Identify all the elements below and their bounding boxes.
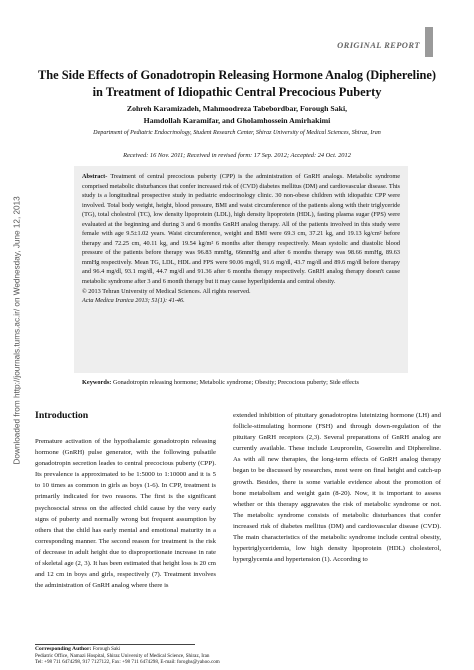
footer-contact: Tel: +98 711 6474298, 917 7127122, Fax: +98 711 6474298, E-mail: foroghs@yahoo.com [35, 659, 220, 666]
authors-line2: Hamdollah Karamifar, and Gholamhossein Amirhakimi [143, 116, 331, 125]
keywords-label: Keywords: [82, 379, 112, 386]
footer-divider [35, 644, 195, 645]
section-heading-introduction: Introduction [35, 410, 89, 421]
received-dates: Received: 16 Nov. 2011; Received in revised form: 17 Sep. 2012; Accepted: 24 Oct. 2012 [123, 152, 351, 159]
abstract-box [74, 166, 408, 373]
keywords [82, 378, 400, 387]
authors-line1: Zohreh Karamizadeh, Mahmoodreza Tabebordbar, Forough Saki, [126, 104, 348, 113]
corresponding-author-footer [35, 646, 435, 666]
footer-address: Pediatric Office, Namazi Hospital, Shiraz University of Medical Science, Shiraz, Iran [35, 652, 210, 659]
download-watermark: Downloaded from http://journals.tums.ac.ir/ on Wednesday, June 12, 2013 [12, 196, 22, 465]
abstract-text: Treatment of central precocious puberty (CPP) is the administration of GnRH analogs. Metabolic syndrome comprised metabolic disturbances that confer increased risk of (CVD) diabetes mellitus (DM) and cardiovascular disease. This study is a longitudinal prospective study in pediatric endocrinology clinic. 30 non-obese children with idiopathic CPP were involved. Total body weight, height, blood pressure, BMI and waist circumference of the patients along with their triglyceride (TG), total cholestrol (TC), low density lipoprotein (LDL), high density lipoprotein (HDL), fasting plasma sugar (FPS) were evaluated at the beginning and during 3 and 6 months GnRH analog therapy. All of the patients involved in this study were female with age 9.5±1.02 years. Waist circumference, weight and BMI were 69.3 cm, 37.21 kg, and 19.13 kg/cm² before therapy and 72.25 cm, 40.11 kg, and 19.54 kg/m² 6 months after therapy respectively. Mean systolic and diastolic blood pressure of the patients before therapy was 96.83 mmHg, 66mmHg and after 6 months therapy was 98.66 mmHg, 89.63 mmHg respectively. Mean TG, LDL, HDL and FPS were 90.06 mg/dl, 91.6 mg/dl, 43.7 mg/dl and 89.6 mg/dl before therapy and 96.4 mg/dl, 93.1 mg/dl, 44.7 mg/dl and 91.36 after 6 months therapy respectively. GnRH analog therapy doesn't cause metabolic syndrome after 3 and 6 month therapy but it may cause hyperlipidemia and central obesity. [82, 173, 400, 286]
copyright: © 2013 Tehran University of Medical Sciences. All rights reserved. [82, 287, 251, 295]
body-column-right: extended inhibition of pituitary gonadotropins luteinizing hormone (LH) and follicle-stimulating hormone (FSH) and through down-regulation of the pituitary GnRH receptors (2,3). Several preparations of GnRH analog are currently available. These include Leuprorelin, Goserelin and Diphereline. As with all new therapies, the long-term effects of GnRH analog therapy began to be discussed by researches, most were on final height and catch-up growth. Besides, there is some variable evidence about the promotion of bone metabolism and weight gain (8-20). Now, it is important to assess whether or this therapy aggravates the risk of metabolic syndrome or not. The metabolic syndrome consists of metabolic disturbances that confer increased risk of diabetes mellitus (DM) and cardiovascular disease (CVD). The main characteristics of the metabolic syndrome include central obesity, hypertriglyceridemia, low high density lipoprotein (HDL) cholesterol, hyperglycemia and hypertension (1). According to [233, 412, 441, 564]
footer-label: Corresponding Author: [35, 646, 92, 652]
header-accent-bar [425, 27, 433, 57]
paper-title-line1: The Side Effects of Gonadotropin Releasing Hormone Analog (Diphereline) [37, 68, 437, 82]
keywords-text: Gonadotropin releasing hormone; Metabolic syndrome; Obesity; Precocious puberty; Side effects [111, 379, 359, 386]
paper-title-line2: in Treatment of Idiopathic Central Precocious Puberty [92, 85, 382, 99]
body-column-left: Premature activation of the hypothalamic gonadotropin releasing hormone (GnRH) pulse generator, with the following pulsatile gonadotropin secretion leades to central precocious puberty (CPP). Its prevalence is approximated to be 1:5000 to 1:10000 and it is 5 to 10 times as common in girls as boys (1-6). In CPP, treatment is primarily indicated for two reasons. The first is the significant psychosocial stress on the affected child cause by the very early signs of puberty and normally wrong but frequent assumption by others that the child has early mental and emotional maturity in a corresponding manner. The second reason for treatment is the risk of decrease in adult height due to disproportionate increase in rate of skeletal age (2, 3). It has been estimated that height loss is 20 cm and 12 cm in boys and girls, respectively (7). Treatment involves the administration of GnRH analog where there is [35, 438, 216, 590]
abstract-label: Abstract- [82, 173, 108, 180]
article-type-label: ORIGINAL REPORT [337, 40, 420, 50]
footer-name: Forough Saki [91, 646, 121, 652]
citation: Acta Medica Iranica 2013; 51(1): 41-46. [82, 297, 185, 305]
affiliation: Department of Pediatric Endocrinology, Student Research Center, Shiraz University of Medical Sciences, Shiraz, Iran [93, 130, 381, 136]
